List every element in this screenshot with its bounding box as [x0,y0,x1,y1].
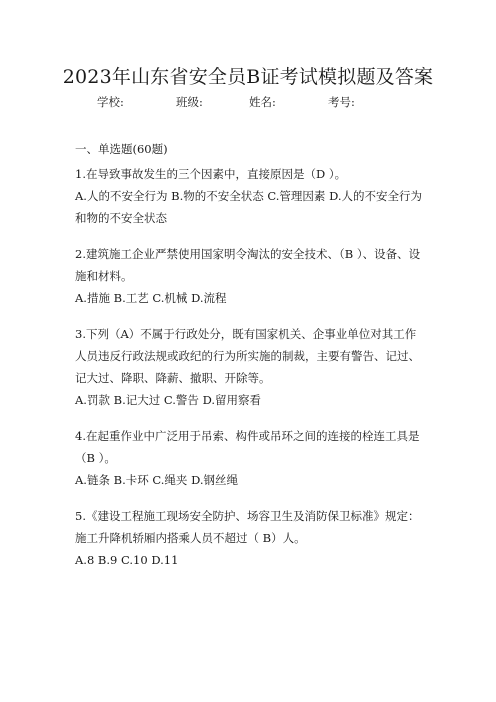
question-options: A.罚款 B.记大过 C.警告 D.留用察看 [75,393,262,407]
question-stem: 3.下列（A）不属于行政处分，既有国家机关、企事业单位对其工作人员违反行政法规或政纪的行为所实施的制裁，主要有警告、记过、记大过、降职、降薪、撤职、开除等。 [75,327,420,385]
school-label: 学校: [97,95,124,109]
question-options: A.措施 B.工艺 C.机械 D.流程 [75,291,227,305]
question-2 [75,243,425,309]
question-1 [75,163,425,229]
question-stem: 5.《建设工程施工现场安全防护、场容卫生及消防保卫标准》规定：施工升降机轿厢内搭乘人员不超过（ B）人。 [75,509,420,545]
question-stem: 1.在导致事故发生的三个因素中，直接原因是（D ）。 [75,167,347,181]
question-4 [75,425,425,491]
question-stem: 4.在起重作业中广泛用于吊索、构件或吊环之间的连接的栓连工具是（B ）。 [75,429,420,465]
question-options: A.人的不安全行为 B.物的不安全状态 C.管理因素 D.人的不安全行为和物的不安全状态 [75,189,423,225]
document-body [75,138,425,585]
section-heading: 一、单选题(60题) [75,142,168,156]
question-stem: 2.建筑施工企业严禁使用国家明令淘汰的安全技术、（B ）、设备、设施和材料。 [75,247,421,283]
name-label: 姓名: [249,95,276,109]
class-label: 班级: [176,95,203,109]
exam-number-label: 考号: [328,95,355,109]
question-3 [75,323,425,411]
document-title: 2023年山东省安全员B证考试模拟题及答案 [62,66,434,88]
question-options: A.链条 B.卡环 C.绳夹 D.钢丝绳 [75,473,239,487]
question-5 [75,505,425,571]
question-options: A.8 B.9 C.10 D.11 [75,553,179,567]
